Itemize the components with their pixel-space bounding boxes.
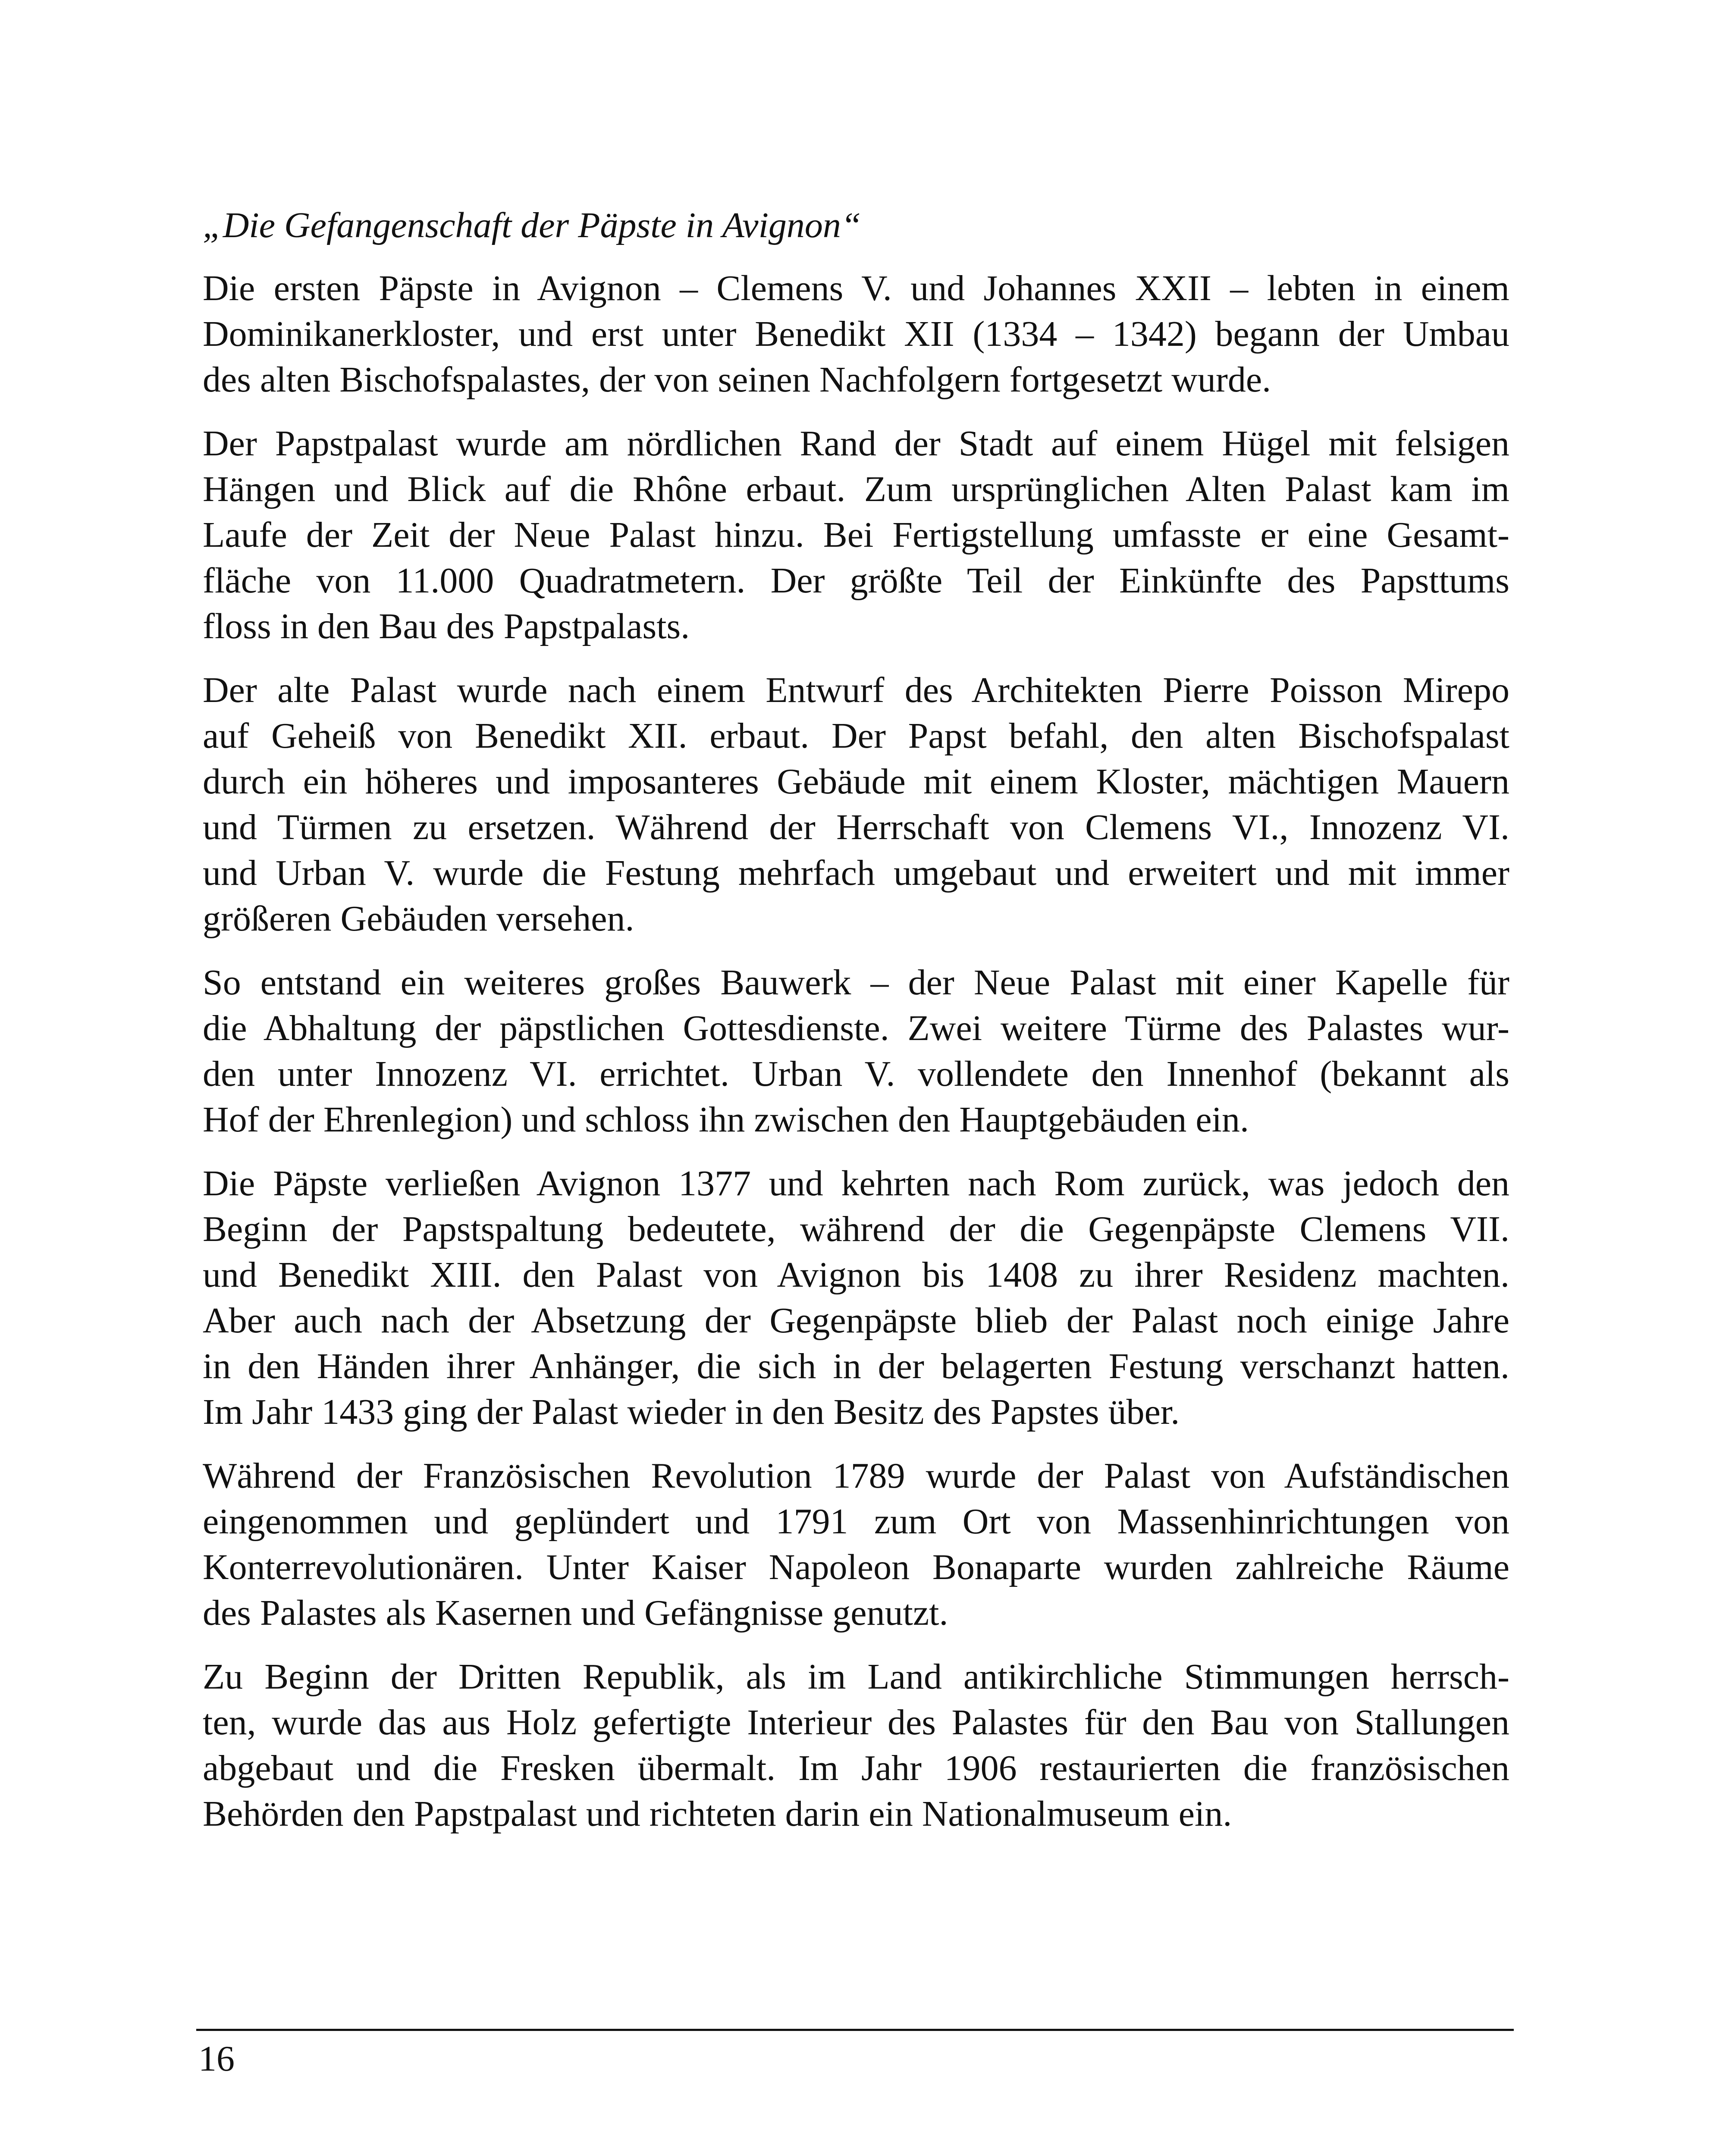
paragraph-line: Während der Französischen Revolution 1789 wurde der Palast von Aufständischen bbox=[203, 1456, 1509, 1496]
paragraph-line: und Benedikt XIII. den Palast von Avignon bis 1408 zu ihrer Residenz machten. bbox=[203, 1255, 1509, 1295]
paragraph bbox=[203, 1654, 1509, 1837]
paragraph bbox=[203, 421, 1509, 649]
paragraph-line: Zu Beginn der Dritten Republik, als im Land antikirchliche Stimmungen herrsch- bbox=[203, 1657, 1509, 1697]
paragraph-line: Der Papstpalast wurde am nördlichen Rand der Stadt auf einem Hügel mit felsigen bbox=[203, 423, 1509, 464]
paragraph-line: Laufe der Zeit der Neue Palast hinzu. Bei Fertigstellung umfasste er eine Gesamt- bbox=[203, 515, 1509, 555]
paragraph-line: Beginn der Papstspaltung bedeutete, während der die Gegenpäpste Clemens VII. bbox=[203, 1209, 1509, 1249]
paragraph-line: und Urban V. wurde die Festung mehrfach umgebaut und erweitert und mit immer bbox=[203, 853, 1509, 893]
paragraph-line: Die Päpste verließen Avignon 1377 und kehrten nach Rom zurück, was jedoch den bbox=[203, 1163, 1509, 1203]
paragraph-line: abgebaut und die Fresken übermalt. Im Jahr 1906 restaurierten die französischen bbox=[203, 1748, 1509, 1788]
paragraph-line: Konterrevolutionären. Unter Kaiser Napoleon Bonaparte wurden zahlreiche Räume bbox=[203, 1547, 1509, 1587]
paragraph bbox=[203, 1161, 1509, 1435]
paragraph-line: durch ein höheres und imposanteres Gebäude mit einem Kloster, mächtigen Mauern bbox=[203, 761, 1509, 802]
paragraph-line: die Abhaltung der päpstlichen Gottesdienste. Zwei weitere Türme des Palastes wur- bbox=[203, 1008, 1509, 1048]
paragraph-line: den unter Innozenz VI. errichtet. Urban V. vollendete den Innenhof (bekannt als bbox=[203, 1054, 1509, 1094]
page-body bbox=[203, 203, 1509, 1855]
paragraph-line: Hof der Ehrenlegion) und schloss ihn zwischen den Hauptgebäuden ein. bbox=[203, 1100, 1249, 1140]
paragraph-line: auf Geheiß von Benedikt XII. erbaut. Der Papst befahl, den alten Bischofspalast bbox=[203, 716, 1509, 756]
paragraph-line: Behörden den Papstpalast und richteten darin ein Nationalmuseum ein. bbox=[203, 1794, 1232, 1834]
paragraph-line: Der alte Palast wurde nach einem Entwurf des Architekten Pierre Poisson Mirepo bbox=[203, 670, 1509, 710]
page-number: 16 bbox=[198, 2039, 235, 2079]
paragraph-list bbox=[203, 266, 1509, 1837]
paragraph-line: Im Jahr 1433 ging der Palast wieder in den Besitz des Papstes über. bbox=[203, 1392, 1180, 1432]
page-title: „Die Gefangenschaft der Päpste in Avignon“ bbox=[203, 205, 861, 245]
paragraph-line: ten, wurde das aus Holz gefertigte Interieur des Palastes für den Bau von Stallungen bbox=[203, 1702, 1509, 1742]
paragraph-line: des alten Bischofspalastes, der von seinen Nachfolgern fortgesetzt wurde. bbox=[203, 360, 1271, 400]
paragraph-line: in den Händen ihrer Anhänger, die sich in der belagerten Festung verschanzt hatten. bbox=[203, 1346, 1509, 1386]
paragraph-line: des Palastes als Kasernen und Gefängnisse genutzt. bbox=[203, 1593, 948, 1633]
footer-divider bbox=[196, 2029, 1514, 2031]
paragraph-line: Aber auch nach der Absetzung der Gegenpäpste blieb der Palast noch einige Jahre bbox=[203, 1300, 1509, 1341]
paragraph-line: Hängen und Blick auf die Rhône erbaut. Zum ursprünglichen Alten Palast kam im bbox=[203, 469, 1509, 509]
paragraph bbox=[203, 667, 1509, 942]
paragraph-line: floss in den Bau des Papstpalasts. bbox=[203, 606, 690, 646]
paragraph-line: fläche von 11.000 Quadratmetern. Der größte Teil der Einkünfte des Papsttums bbox=[203, 561, 1509, 601]
paragraph-line: und Türmen zu ersetzen. Während der Herrschaft von Clemens VI., Innozenz VI. bbox=[203, 807, 1509, 847]
paragraph bbox=[203, 960, 1509, 1143]
paragraph bbox=[203, 1453, 1509, 1636]
paragraph-line: Die ersten Päpste in Avignon – Clemens V. und Johannes XXII – lebten in einem bbox=[203, 268, 1509, 308]
paragraph-line: Dominikanerkloster, und erst unter Benedikt XII (1334 – 1342) begann der Umbau bbox=[203, 314, 1509, 354]
paragraph bbox=[203, 266, 1509, 403]
paragraph-line: größeren Gebäuden versehen. bbox=[203, 899, 634, 939]
paragraph-line: So entstand ein weiteres großes Bauwerk – der Neue Palast mit einer Kapelle für bbox=[203, 962, 1509, 1003]
paragraph-line: eingenommen und geplündert und 1791 zum Ort von Massenhinrichtungen von bbox=[203, 1501, 1509, 1542]
